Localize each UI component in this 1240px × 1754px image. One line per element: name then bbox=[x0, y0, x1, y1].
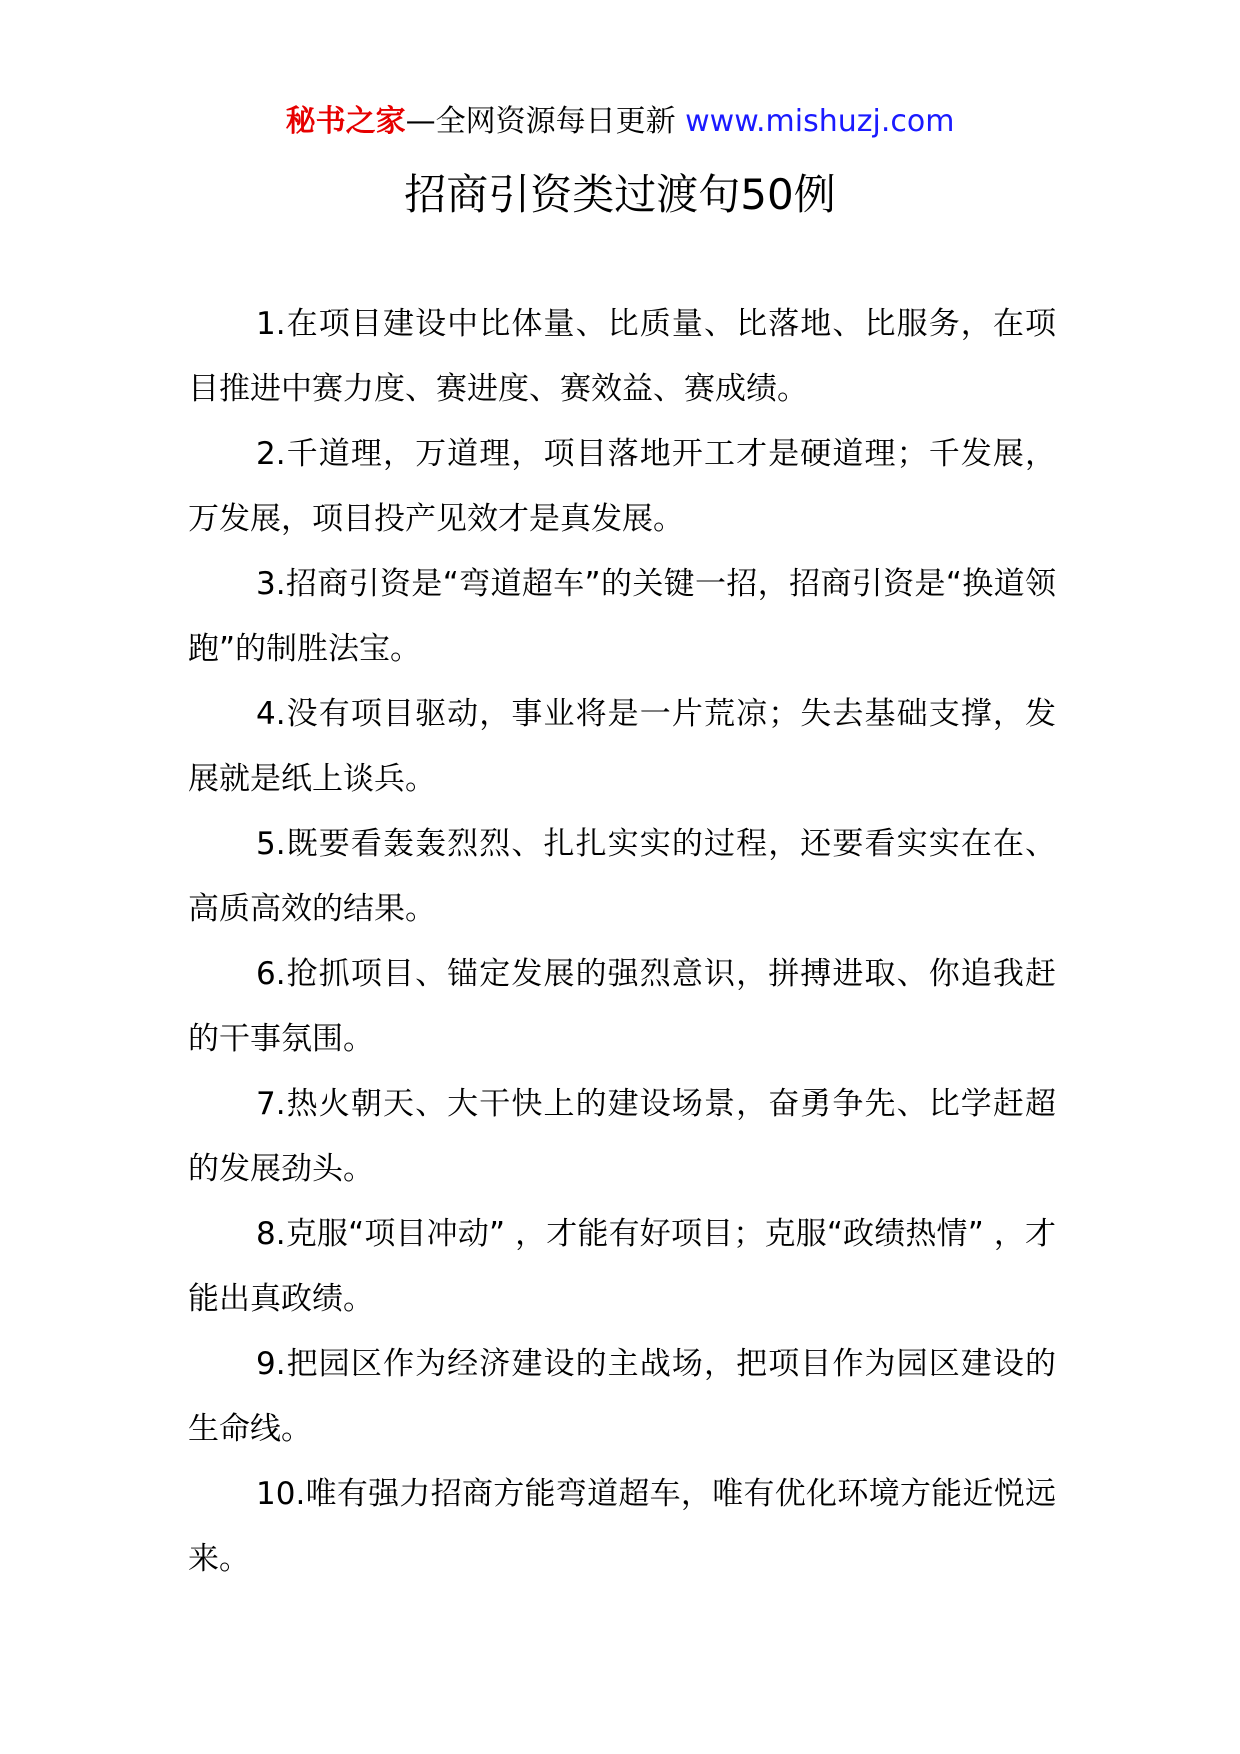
paragraph: 7.热火朝天、大干快上的建设场景，奋勇争先、比学赶超的发展劲头。 bbox=[188, 1086, 1056, 1187]
paragraph: 6.抢抓项目、锚定发展的强烈意识，拼搏进取、你追我赶的干事氛围。 bbox=[188, 956, 1056, 1057]
site-header bbox=[0, 100, 1240, 144]
paragraph: 4.没有项目驱动，事业将是一片荒凉；失去基础支撑，发展就是纸上谈兵。 bbox=[188, 696, 1056, 797]
paragraph: 8.克服“项目冲动” ，才能有好项目；克服“政绩热情” ，才能出真政绩。 bbox=[188, 1216, 1056, 1317]
document-body bbox=[188, 292, 1056, 1592]
paragraph: 9.把园区作为经济建设的主战场，把项目作为园区建设的生命线。 bbox=[188, 1346, 1056, 1447]
site-tagline: —全网资源每日更新 bbox=[405, 104, 686, 139]
site-url: www.mishuzj.com bbox=[685, 104, 955, 139]
paragraph: 2.千道理，万道理，项目落地开工才是硬道理；千发展，万发展，项目投产见效才是真发展。 bbox=[188, 436, 1056, 537]
paragraph: 10.唯有强力招商方能弯道超车，唯有优化环境方能近悦远来。 bbox=[188, 1476, 1056, 1577]
paragraph: 3.招商引资是“弯道超车”的关键一招，招商引资是“换道领跑”的制胜法宝。 bbox=[188, 566, 1056, 667]
paragraph: 5.既要看轰轰烈烈、扎扎实实的过程，还要看实实在在、高质高效的结果。 bbox=[188, 826, 1056, 927]
paragraph: 1.在项目建设中比体量、比质量、比落地、比服务，在项目推进中赛力度、赛进度、赛效益、赛成绩。 bbox=[188, 306, 1056, 407]
site-brand: 秘书之家 bbox=[285, 104, 406, 139]
document-title: 招商引资类过渡句50例 bbox=[404, 170, 836, 219]
